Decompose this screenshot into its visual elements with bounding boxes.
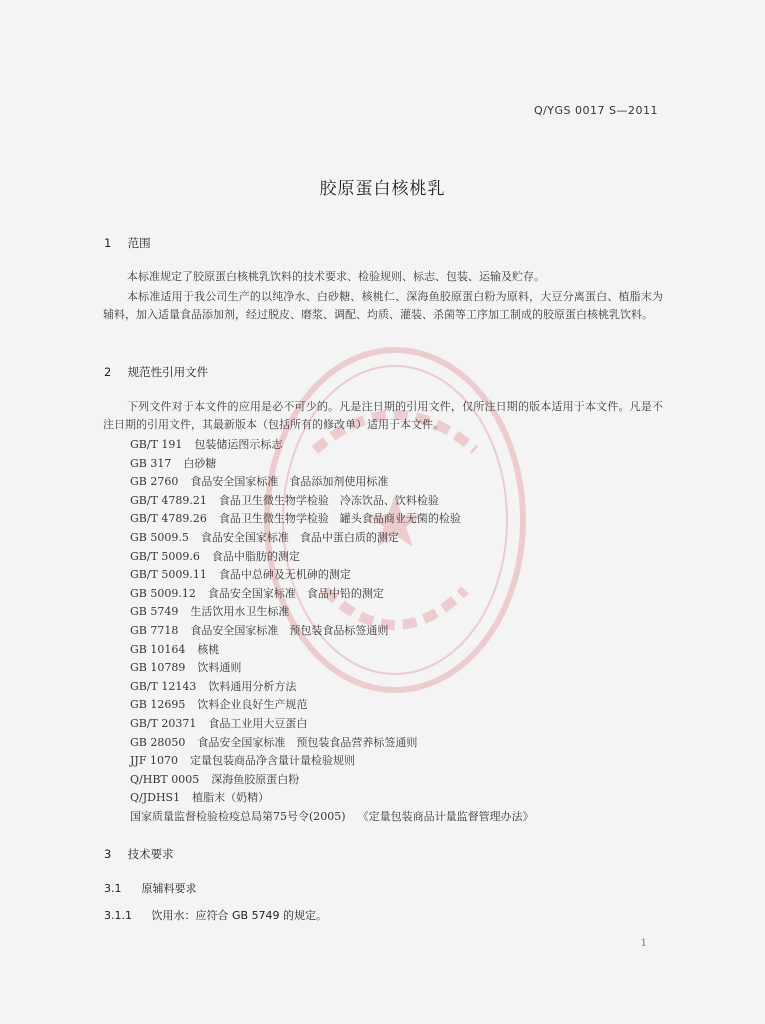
section-number: 2 — [104, 365, 112, 379]
list-item — [130, 492, 650, 511]
section-1-heading — [104, 235, 151, 251]
section-2-heading — [104, 364, 208, 380]
ref-code: GB 28050 — [130, 735, 186, 749]
ref-code: GB/T 4789.21 — [130, 493, 207, 507]
ref-code: GB/T 20371 — [130, 716, 197, 730]
list-item — [130, 436, 650, 455]
ref-code: GB/T 5009.11 — [130, 568, 207, 582]
ref-title: 食品中脂肪的测定 — [211, 549, 300, 563]
ref-title: 食品工业用大豆蛋白 — [208, 716, 308, 730]
ref-title: 食品卫生微生物学检验 罐头食品商业无菌的检验 — [218, 512, 461, 526]
ref-code: GB 10164 — [130, 642, 186, 656]
page-number: 1 — [640, 938, 647, 949]
ref-title: 食品卫生微生物学检验 冷冻饮品、饮料检验 — [218, 493, 439, 507]
clause-number: 3.1.1 — [104, 909, 132, 922]
ref-code: Q/JDHS1 — [130, 791, 181, 805]
ref-code: GB 5749 — [130, 605, 179, 619]
section-title: 技术要求 — [127, 847, 174, 861]
clause-text: 饮用水：应符合 GB 5749 的规定。 — [151, 909, 328, 922]
ref-code: GB/T 4789.26 — [130, 512, 207, 526]
clause-3-1-1 — [104, 907, 327, 923]
document-code: Q/YGS 0017 S—2011 — [533, 104, 658, 117]
subsection-title: 原辅料要求 — [141, 882, 197, 895]
ref-code: GB 7718 — [130, 623, 179, 637]
list-item — [130, 789, 650, 808]
ref-code: GB 5009.12 — [130, 586, 196, 600]
ref-title: 白砂糖 — [183, 456, 217, 470]
ref-title: 饮料通用分析方法 — [208, 679, 297, 693]
ref-code: GB/T 12143 — [130, 679, 197, 693]
list-item — [130, 566, 650, 585]
list-item — [130, 808, 650, 827]
section-title: 范围 — [127, 236, 151, 250]
list-item — [130, 734, 650, 753]
list-item — [130, 659, 650, 678]
ref-code: GB/T 5009.6 — [130, 549, 200, 563]
ref-title: 深海鱼胶原蛋白粉 — [211, 772, 300, 786]
subsection-3-1-heading — [104, 880, 197, 896]
ref-title: 食品安全国家标准 食品添加剂使用标准 — [190, 475, 389, 489]
ref-code: Q/HBT 0005 — [130, 772, 200, 786]
ref-title: 核桃 — [197, 642, 220, 656]
ref-code: GB 12695 — [130, 698, 186, 712]
ref-title: 饮料企业良好生产规范 — [197, 698, 308, 712]
ref-title: 食品安全国家标准 预包装食品营养标签通则 — [197, 735, 418, 749]
list-item — [130, 752, 650, 771]
normative-references-list — [130, 436, 650, 826]
ref-code: GB 10789 — [130, 661, 186, 675]
section-number: 1 — [104, 236, 112, 250]
list-item — [130, 473, 650, 492]
ref-title: 饮料通则 — [197, 661, 242, 675]
section-2-intro: 下列文件对于本文件的应用是必不可少的。凡是注日期的引用文件，仅所注日期的版本适用于本文件。凡是不注日期的引用文件，其最新版本（包括所有的修改单）适用于本文件。 — [103, 400, 663, 431]
list-item — [130, 585, 650, 604]
list-item — [130, 510, 650, 529]
ref-title: 食品安全国家标准 食品中蛋白质的测定 — [200, 530, 399, 544]
ref-title: 食品安全国家标准 食品中铅的测定 — [207, 586, 384, 600]
list-item — [130, 548, 650, 567]
list-item — [130, 641, 650, 660]
list-item — [130, 455, 650, 474]
ref-title: 《定量包装商品计量监督管理办法》 — [357, 809, 534, 823]
section-3-heading — [104, 846, 174, 862]
ref-title: 食品安全国家标准 预包装食品标签通则 — [190, 623, 389, 637]
list-item — [130, 622, 650, 641]
ref-title: 生活饮用水卫生标准 — [190, 605, 290, 619]
section-1-paragraph-1: 本标准规定了胶原蛋白核桃乳饮料的技术要求、检验规则、标志、包装、运输及贮存。 — [127, 270, 545, 283]
list-item — [130, 771, 650, 790]
list-item — [130, 603, 650, 622]
ref-title: 包装储运图示标志 — [194, 438, 283, 451]
section-1-paragraph-2: 本标准适用于我公司生产的以纯净水、白砂糖、核桃仁、深海鱼胶原蛋白粉为原料，大豆分离蛋白、植脂末为辅料，加入适量食品添加剂，经过脱皮、磨浆、调配、均质、灌装、杀菌等工序加工制成的胶原蛋白核桃乳饮料。 — [103, 290, 663, 321]
ref-code: GB/T 191 — [130, 438, 183, 451]
section-title: 规范性引用文件 — [127, 365, 209, 379]
section-number: 3 — [104, 847, 112, 861]
list-item — [130, 529, 650, 548]
ref-code: GB 317 — [130, 456, 172, 470]
ref-code: GB 5009.5 — [130, 530, 189, 544]
page-title: 胶原蛋白核桃乳 — [319, 179, 446, 199]
ref-title: 定量包装商品净含量计量检验规则 — [189, 754, 355, 768]
list-item — [130, 678, 650, 697]
ref-code: GB 2760 — [130, 475, 179, 489]
ref-code: 国家质量监督检验检疫总局第75号令(2005) — [130, 809, 346, 823]
list-item — [130, 715, 650, 734]
ref-title: 植脂末（奶精） — [192, 791, 270, 805]
ref-title: 食品中总砷及无机砷的测定 — [218, 568, 351, 582]
ref-code: JJF 1070 — [130, 754, 178, 768]
subsection-number: 3.1 — [104, 882, 122, 895]
list-item — [130, 696, 650, 715]
